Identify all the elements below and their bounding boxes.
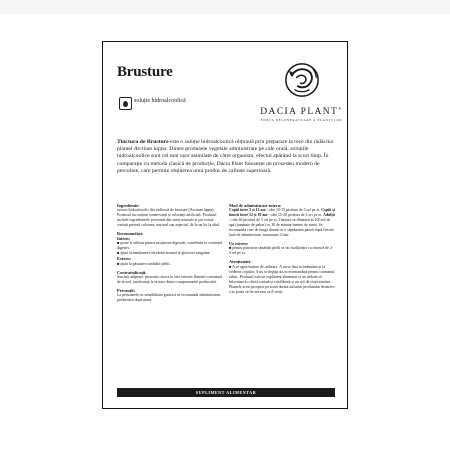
external-heading: Extern:: [117, 256, 132, 262]
ingredients-text: extract hidroalcoolic din rădăcină de brusture (Arctium lappa). Produsul nu conține conservanți și coloranți artificiali. Produsul include ingredientele provenite din surse naturale și pot exista variații privind culoarea, mirosul sau aspectul, de la un lot la altul.: [117, 208, 221, 228]
leaflet-card: [102, 41, 348, 409]
product-title: Brusture: [117, 64, 173, 80]
product-subtitle: soluție hidroalcoolică: [134, 98, 186, 104]
list-item: ■ A se agita înainte de utilizare. A nu se lăsa la îndemâna și la vederea copiilor. A nu se depăși doza recomandată pentru consumul zilnic. Produsul este un supliment alimentar și nu trebuie să înlocuiască o dietă variată și echilibrată și un stil de viață sănătos. Plantele acest prospect pe toată durata utilizării produsului deoarece s-ar putea să fie necesar să îl reciți.: [229, 264, 335, 294]
external-use-heading: Uz extern:: [229, 241, 249, 247]
intro-paragraph: Tinctura de Brusture este o soluție hidroalcoolică obținută prin preparare la rece din rădăcina plantei Arctium lappa. Dintre produsele vegetale administrate pe cale orală, soluțiile hidroalcoolice sunt cel mai ușor asimilate de către organism, efectul apărând la scurt timp. În comparație cu metoda clasică de producție, Dacia Plant folosește un procedeu modern de percolare, care permite obținerea unui produs de calitate superioară.: [117, 139, 334, 174]
right-column: [229, 203, 335, 295]
contraindications-heading: Contraindicații:: [117, 269, 147, 275]
administration-dosage: Copiii între 3 și 12 ani - câte 10-15 picături de 3 ori pe zi. Copiii și tinerii între 12 și 18 ani - câte 15-20 picături de 3 ori pe zi. Adulții - câte 30 picături de 3 ori pe zi. Tinctura se diluează în 100 ml de apă (jumătate de pahar) cu 30 de minute înainte de masă. Se recomandă cure de lungă durată cu o săptămână pauză după fiecare lună de administrare, maximum 3 luni.: [229, 208, 335, 238]
dacia-plant-logo-icon: [283, 61, 321, 99]
drop-icon: [119, 97, 132, 110]
list-item: ■ poate fi utilizat pentru susținerea digestiei, contribuie la confortul digestiv.: [117, 241, 223, 251]
administration-heading: Mod de administrare intern:: [229, 203, 282, 208]
footer-label: SUPLIMENT ALIMENTAR: [117, 388, 335, 397]
internal-heading: Intern:: [117, 236, 131, 242]
caution-heading: Precauții:: [117, 287, 136, 293]
list-item: ■ ajută la menținerea nivelului normal al glucozei sanguine.: [117, 251, 211, 256]
top-band: [0, 0, 450, 14]
brand-tagline: FORȚA REGENERATOARE A PLANTELOR: [260, 118, 343, 122]
caution-text: La persoanele cu sensibilitate gastrică se recomandă administrarea produsului după masă.: [117, 292, 221, 302]
list-item: ■ pentru păstrarea sănătății pielii se fac badijonări cu tinctură de 2-3 ori pe zi.: [229, 246, 334, 256]
warnings-heading: Atenționări:: [229, 259, 252, 265]
brand-name: DACIA PLANT®: [260, 106, 343, 118]
recommended-heading: Recomandări:: [117, 231, 144, 237]
ingredients-heading: Ingrediente:: [117, 203, 140, 208]
left-column: [117, 203, 223, 303]
list-item: ■ ajută la păstrarea sănătății pielii.: [117, 261, 171, 266]
contraindications-text: Sarcină, alăptare, persoane cărora le este interzis flamiter consumul de alcool, intoleranță la oricare dintre componentele produsului.: [117, 274, 222, 284]
